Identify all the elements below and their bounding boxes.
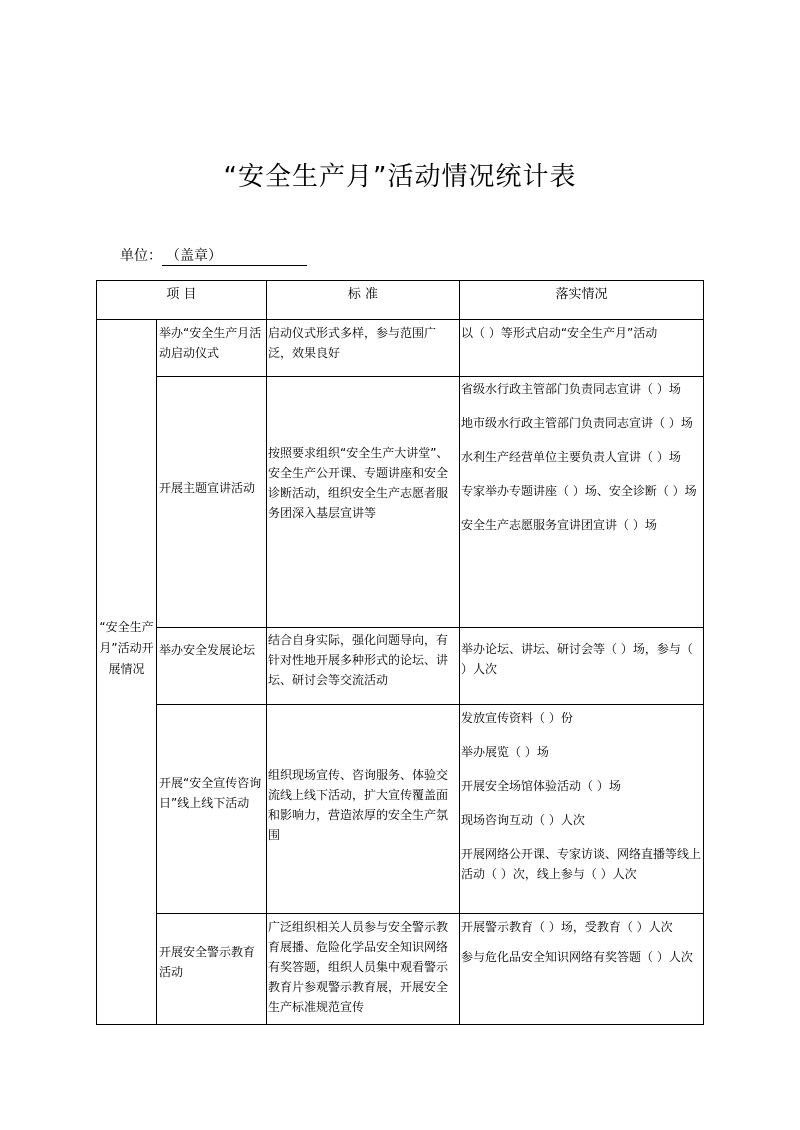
table-border-top (96, 280, 704, 281)
header-status: 落实情况 (555, 287, 608, 302)
status-line: 安全生产志愿服务宣讲团宣讲（ ）场 (461, 518, 657, 532)
status-line: 以（ ）等形式启动“安全生产月”活动 (461, 326, 658, 340)
header-item: 项 目 (166, 287, 197, 302)
unit-label: 单位： (120, 248, 162, 264)
header-divider (96, 319, 704, 320)
status-line: 开展警示教育（ ）场，受教育（ ）人次 (461, 920, 673, 934)
unit-seal-field: （盖章） (162, 245, 307, 266)
unit-line (120, 245, 307, 266)
table-border-left (96, 280, 97, 1025)
status-line: 现场咨询互动（ ）人次 (461, 813, 585, 827)
item-cell: 开展主题宣讲活动 (159, 481, 256, 495)
item-cell: 举办安全发展论坛 (159, 643, 256, 657)
page-title: “安全生产月”活动情况统计表 (223, 162, 577, 192)
category-cell: “安全生产月”活动开展情况 (99, 620, 154, 676)
status-cell (461, 708, 702, 884)
header-standard: 标 准 (347, 287, 379, 302)
item-cell: 开展“安全宣传咨询日”线上线下活动 (159, 776, 262, 810)
column-divider (266, 280, 267, 1025)
status-cell (461, 323, 702, 343)
standard-cell: 结合自身实际，强化问题导向，有针对性地开展多种形式的论坛、讲坛、研讨会等交流活动 (268, 633, 449, 687)
item-cell: 开展安全警示教育活动 (159, 945, 256, 979)
status-line: 开展安全场馆体验活动（ ）场 (461, 779, 621, 793)
row-divider (156, 376, 704, 377)
row-divider (156, 627, 704, 628)
column-divider (156, 319, 157, 1025)
status-line: 举办展览（ ）场 (461, 745, 549, 759)
column-divider (459, 280, 460, 1025)
table-border-bottom (96, 1024, 704, 1025)
row-divider (156, 913, 704, 914)
standard-cell: 组织现场宣传、咨询服务、体验交流线上线下活动，扩大宣传覆盖面和影响力，营造浓厚的安全生产氛围 (268, 768, 449, 842)
standard-cell: 按照要求组织“安全生产大讲堂”、安全生产公开课、专题讲座和安全诊断活动，组织安全生产志愿者服务团深入基层宣讲等 (268, 446, 449, 520)
status-line: 省级水行政主管部门负责同志宣讲（ ）场 (461, 382, 681, 396)
status-line: 专家举办专题讲座（ ）场、安全诊断（ ）场 (461, 484, 697, 498)
status-line: 地市级水行政主管部门负责同志宣讲（ ）场 (461, 416, 693, 430)
row-divider (156, 704, 704, 705)
table-border-right (703, 280, 704, 1025)
status-line: 发放宣传资料（ ）份 (461, 711, 573, 725)
status-line: 开展网络公开课、专家访谈、网络直播等线上活动（ ）次，线上参与（ ）人次 (461, 847, 702, 881)
status-line: 参与危化品安全知识网络有奖答题（ ）人次 (461, 950, 693, 964)
status-cell (461, 379, 702, 535)
status-line: 举办论坛、讲坛、研讨会等（ ）场，参与（ ）人次 (461, 642, 693, 676)
item-cell: 举办“安全生产月活动启动仪式 (159, 326, 262, 360)
status-cell (461, 639, 702, 679)
standard-cell: 启动仪式形式多样，参与范围广泛，效果良好 (268, 326, 437, 360)
status-line: 水利生产经营单位主要负责人宣讲（ ）场 (461, 450, 681, 464)
status-cell (461, 917, 702, 967)
standard-cell: 广泛组织相关人员参与安全警示教育展播、危险化学品安全知识网络有奖答题，组织人员集中观看警示教育片参观警示教育展，开展安全生产标准规范宣传 (268, 920, 449, 1014)
